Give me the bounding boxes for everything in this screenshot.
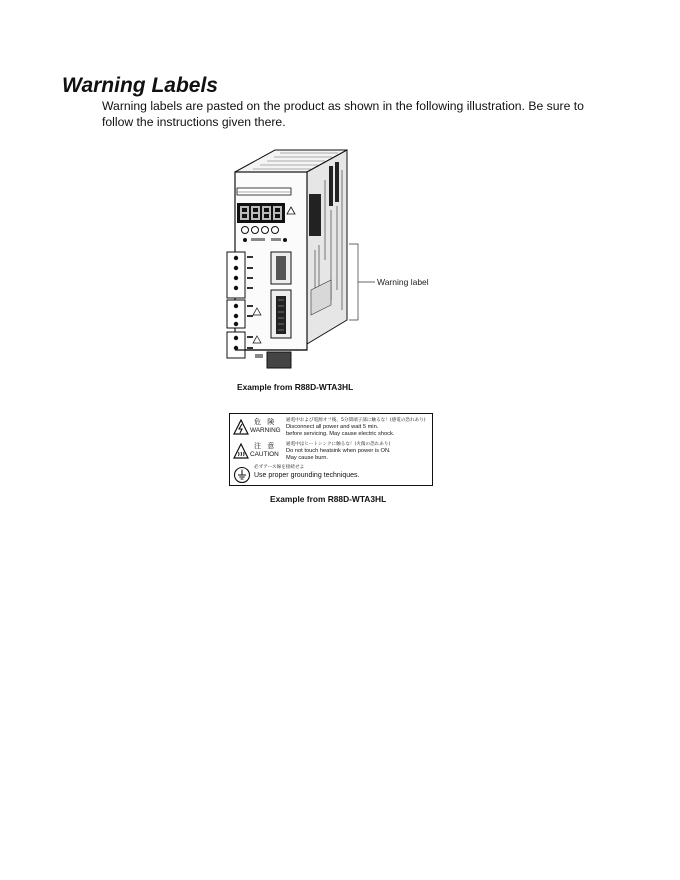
- page-title: Warning Labels: [62, 74, 218, 97]
- caution-heading: CAUTION: [250, 451, 279, 458]
- label-caption: Example from R88D-WTA3HL: [270, 494, 387, 504]
- figure-caption: Example from R88D-WTA3HL: [237, 382, 354, 392]
- caution-line-2: May cause burn.: [286, 454, 329, 461]
- electric-shock-icon: [233, 419, 249, 436]
- grounding-text: Use proper grounding techniques.: [254, 472, 360, 479]
- warning-jp-text: 通電中および電源オフ後、5分間端子部に触るな！(感電の恐れあり): [286, 418, 426, 423]
- servo-drive-illustration: [225, 140, 455, 380]
- ground-icon: [233, 466, 251, 484]
- warning-label-closeup: [229, 413, 433, 486]
- servo-drive-drawing: [225, 140, 455, 380]
- caution-line-1: Do not touch heatsink when power is ON.: [286, 448, 391, 454]
- warning-heading: WARNING: [250, 427, 281, 434]
- warning-line-2: before servicing. May cause electric shock.: [286, 430, 395, 437]
- caution-jp-text: 通電中はヒートシンクに触るな！(火傷の恐れあり): [286, 442, 391, 447]
- caution-jp-heading: 注 意: [254, 442, 277, 450]
- hot-surface-icon: [233, 443, 249, 460]
- warning-line-1: Disconnect all power and wait 5 min.: [286, 424, 379, 430]
- warning-jp-heading: 危 険: [254, 418, 277, 426]
- intro-paragraph: Warning labels are pasted on the product as shown in the following illustration. Be sure to follow the instructions given there.: [102, 99, 584, 129]
- grounding-jp-text: 必ずアース線を接続せよ: [254, 465, 305, 470]
- warning-label-callout: Warning label: [377, 277, 429, 287]
